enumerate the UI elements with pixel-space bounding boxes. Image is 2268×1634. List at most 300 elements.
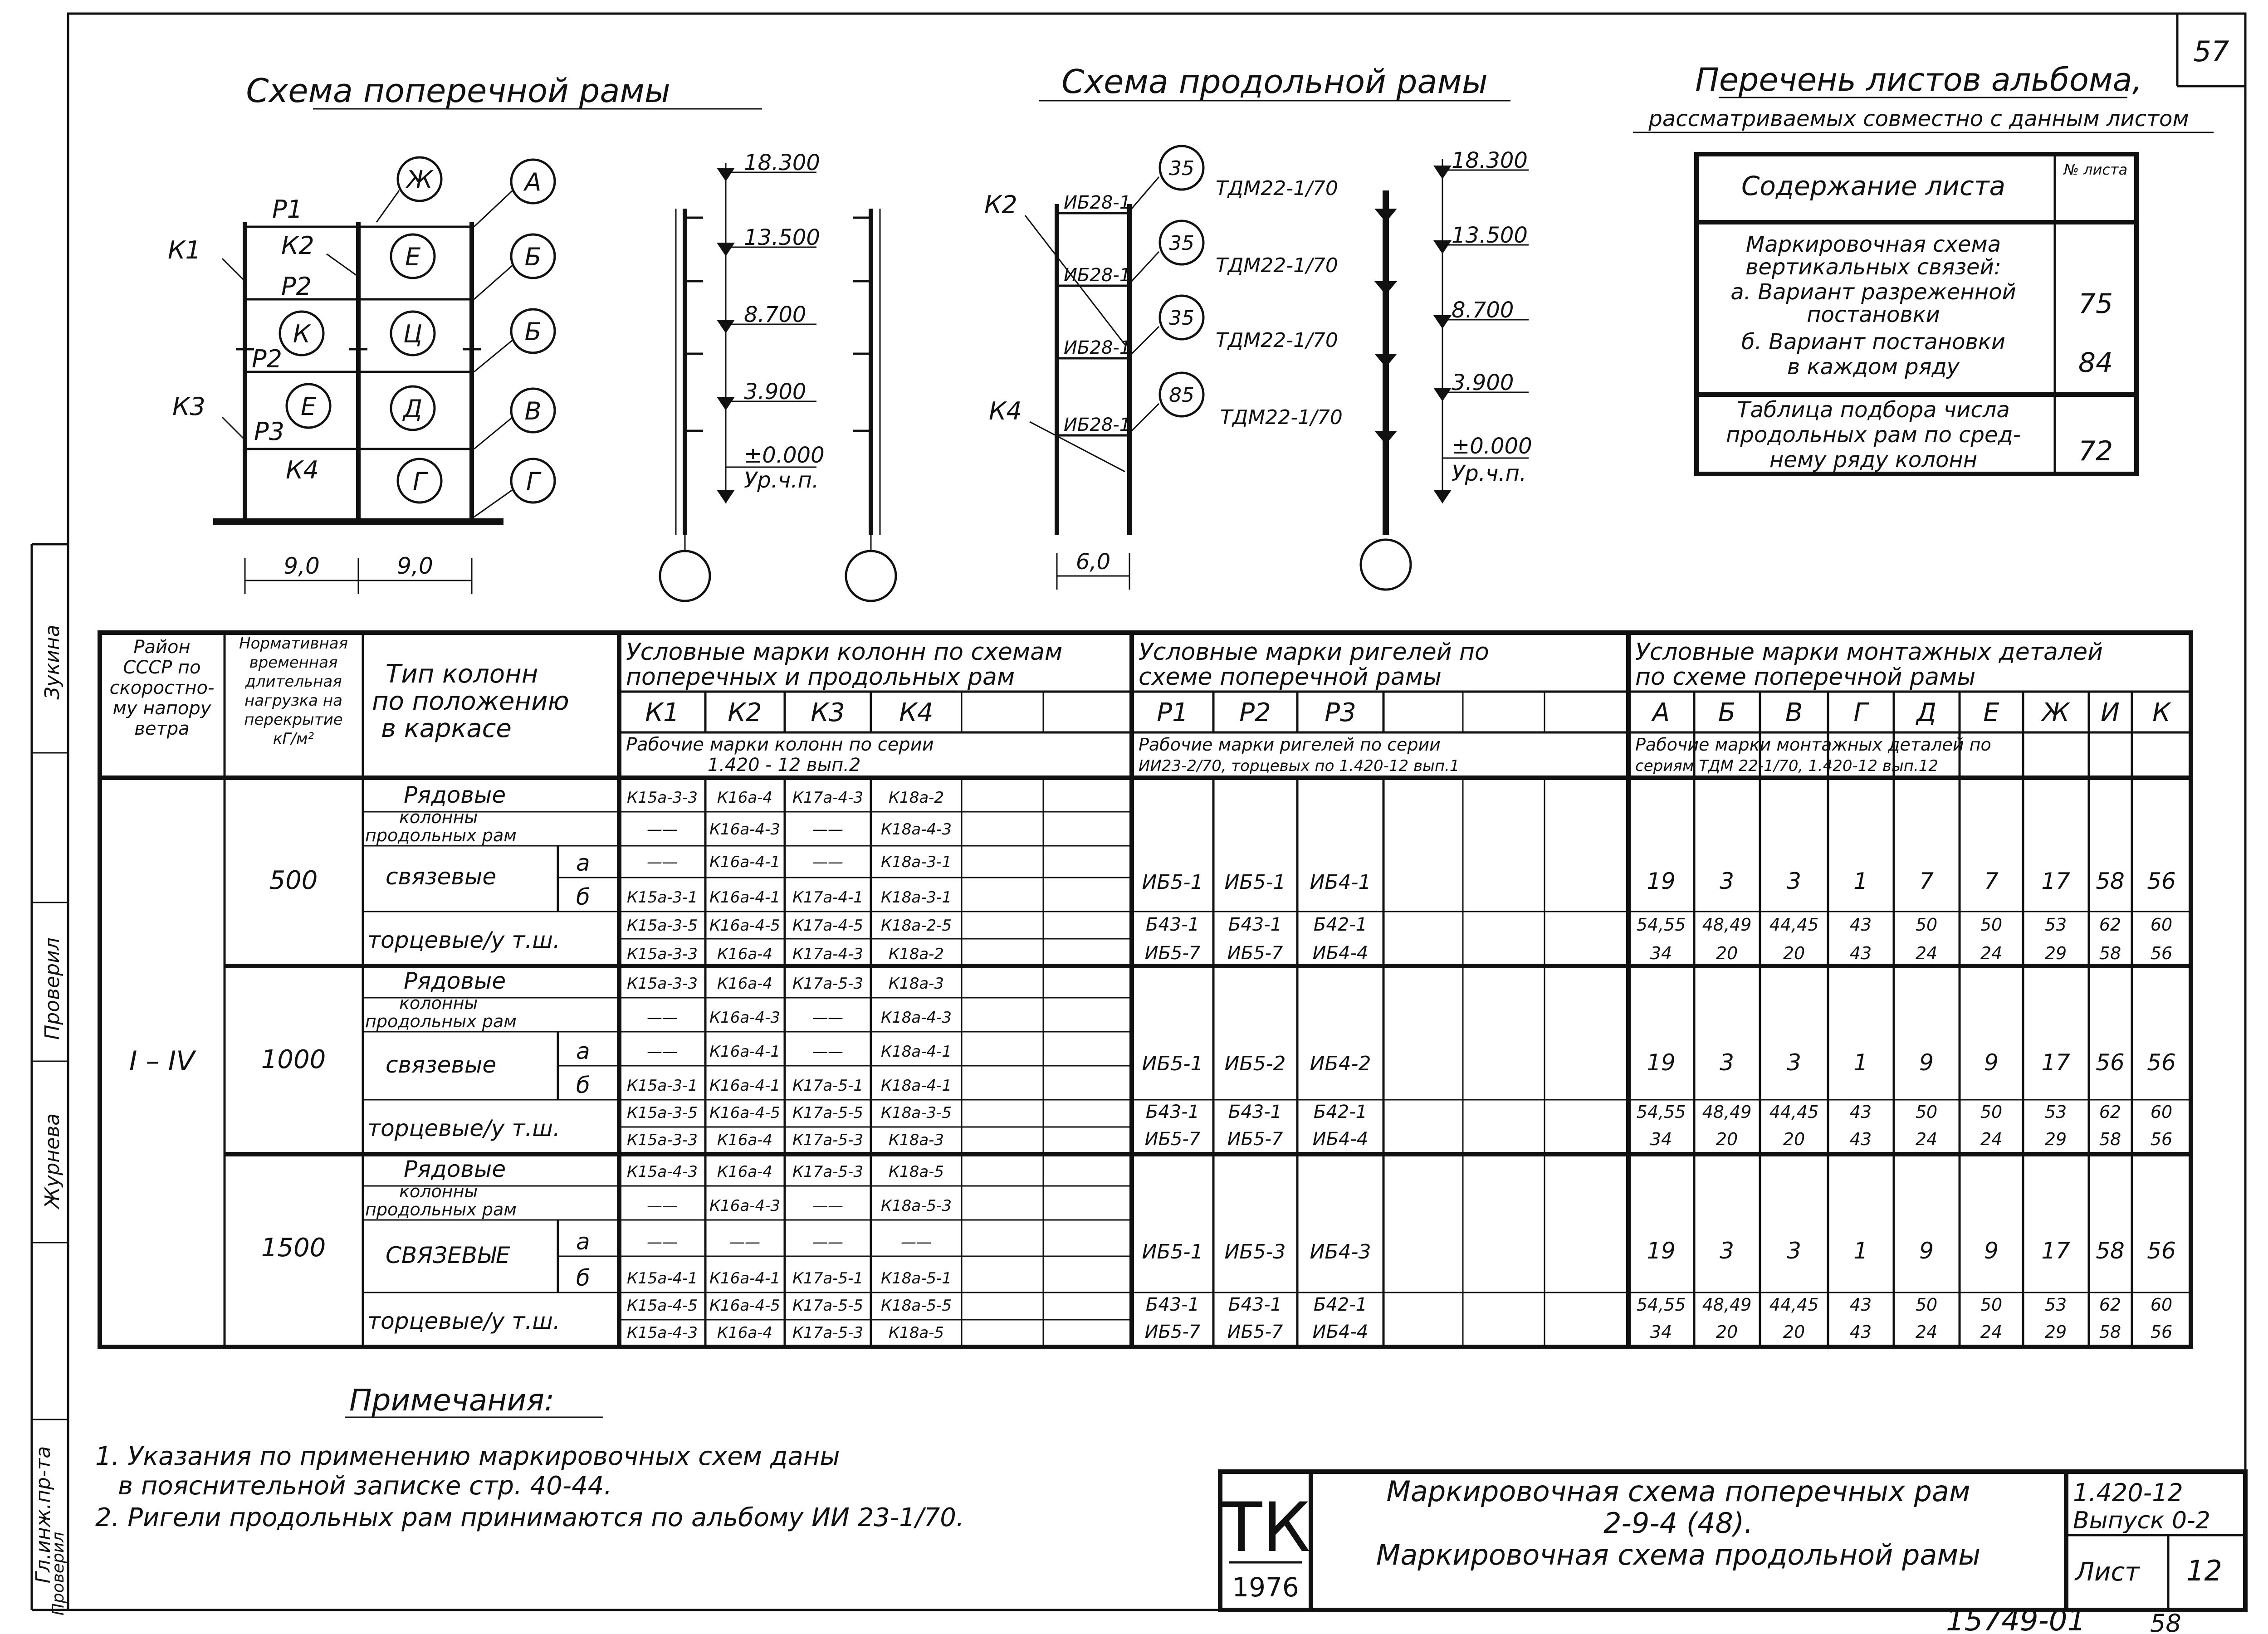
- girder-mark-cells: [1142, 871, 1371, 1342]
- girder-end-top: Б42-1: [1313, 914, 1368, 935]
- detail-end-top: 60: [2150, 1102, 2173, 1122]
- column-mark-cell: К18а-4-3: [880, 1009, 952, 1027]
- header-series: 1.420 - 12 вып.2: [708, 755, 861, 776]
- detail-mark-cell: 19: [1647, 1238, 1676, 1264]
- archive-number: 15749-01: [1946, 1604, 2086, 1634]
- column-mark-cell: К16а-4: [717, 945, 773, 963]
- title-line-3: Маркировочная схема продольной рамы: [1376, 1538, 1981, 1571]
- column-label-k4: К4: [286, 456, 319, 484]
- header-load: перекрытие: [244, 711, 343, 729]
- column-mark-cell: К18а-4-1: [880, 1043, 952, 1061]
- girder-end-top: Б43-1: [1145, 914, 1200, 935]
- column-mark-cell: К16а-4-1: [709, 1269, 781, 1288]
- column-mark-cell: К15а-4-3: [626, 1324, 698, 1342]
- sheet-list-text: б. Вариант постановки: [1741, 329, 2005, 355]
- sheet-list-text: Таблица подбора числа: [1737, 397, 2010, 423]
- detail-circle-b: Б: [524, 317, 542, 346]
- type-longitudinal: колонны: [399, 993, 478, 1013]
- column-mark-cell: К15а-3-3: [626, 1131, 698, 1149]
- title-line-2: 2-9-4 (48).: [1603, 1507, 1753, 1540]
- header-series: сериям ТДМ 22-1/70, 1.420-12 вып.12: [1635, 757, 1939, 775]
- sheet-list-number: 75: [2078, 288, 2113, 320]
- detail-end-top: 50: [1915, 915, 1938, 935]
- type-end: торцевые/у т.ш.: [367, 1308, 560, 1334]
- column-mark-cell: К18а-5-3: [880, 1197, 952, 1215]
- tk-logo: ТК: [1220, 1488, 1311, 1567]
- column-mark-cell: К17а-5-3: [792, 1163, 864, 1181]
- detail-end-top: 44,45: [1769, 915, 1819, 935]
- column-mark-cell: К16а-4-1: [709, 888, 781, 907]
- detail-end-top: 62: [2099, 1102, 2121, 1122]
- sheet-list-text: нему ряду колонн: [1769, 447, 1978, 473]
- header-girders: Условные марки ригелей по: [1139, 639, 1489, 666]
- type-brace: связевые: [386, 863, 497, 890]
- column-mark-cell: К18а-2-5: [880, 917, 952, 935]
- brace-mark: ТДМ22-1/70: [1216, 329, 1338, 352]
- column-mark-cell: ——: [647, 1043, 678, 1061]
- type-brace-b: б: [576, 1072, 590, 1098]
- subheading-sheet-list: рассматриваемых совместно с данным листом: [1648, 106, 2189, 132]
- column-mark-cell: К16а-4-3: [709, 1009, 781, 1027]
- column-mark-cell: К16а-4: [717, 789, 773, 807]
- header-load: временная: [249, 654, 338, 672]
- column-mark-cell: К15а-4-3: [626, 1163, 698, 1181]
- column-mark-cell: ——: [729, 1233, 760, 1251]
- column-mark-cell: К17а-5-1: [792, 1269, 864, 1288]
- girder-mark-cell: ИБ5-1: [1142, 1052, 1203, 1075]
- girder-end-top: Б42-1: [1313, 1294, 1368, 1315]
- sheet-list-col-number: № листа: [2063, 161, 2128, 178]
- column-label-k2: К2: [984, 190, 1017, 219]
- header-series: Рабочие марки монтажных деталей по: [1635, 735, 1991, 755]
- header-series: Рабочие марки ригелей по серии: [1139, 735, 1441, 755]
- header-columns: Условные марки колонн по схемам: [626, 639, 1063, 666]
- type-brace-a: а: [576, 850, 590, 876]
- stamp-name-1: Зукина: [41, 624, 64, 700]
- column-mark-cell: К16а-4: [717, 1163, 773, 1181]
- sheet-list-text: Маркировочная схема: [1745, 232, 2001, 257]
- column-label-k1: К1: [168, 236, 201, 264]
- girder-mark-cell: ИБ5-1: [1142, 871, 1203, 894]
- detail-mark-cell: 3: [1787, 1049, 1801, 1076]
- sheet-label: Лист: [2075, 1557, 2140, 1587]
- girder-end-bottom: ИБ4-4: [1312, 1322, 1369, 1342]
- type-brace: СВЯЗЕВЫЕ: [386, 1242, 510, 1268]
- column-mark-cell: К16а-4-5: [709, 1297, 781, 1315]
- detail-end-bottom: 58: [2099, 943, 2121, 963]
- girder-mark: ИБ28-1: [1064, 415, 1131, 435]
- sheet-list-text: вертикальных связей:: [1745, 254, 2001, 280]
- detail-mark-cell: 19: [1647, 868, 1676, 894]
- detail-mark: Ж: [2042, 698, 2070, 727]
- type-end: торцевые/у т.ш.: [367, 1115, 560, 1141]
- girder-mark: ИБ28-1: [1064, 337, 1131, 358]
- header-details: Условные марки монтажных деталей: [1635, 639, 2103, 666]
- detail-mark: А: [1652, 698, 1670, 727]
- detail-end-bottom: 24: [1915, 1322, 1938, 1342]
- column-mark-cell: К18а-2: [888, 789, 944, 807]
- sheet-list-number: 84: [2078, 347, 2113, 379]
- detail-end-bottom: 24: [1980, 943, 2003, 963]
- detail-mark-cell: 3: [1787, 868, 1801, 894]
- detail-end-top: 54,55: [1636, 1295, 1686, 1315]
- header-region: му напору: [112, 698, 211, 719]
- detail-mark-cell: 1: [1853, 1238, 1868, 1264]
- detail-end-bottom: 56: [2150, 1322, 2173, 1342]
- sheet-list-text: постановки: [1807, 302, 1940, 327]
- detail-circle-v: В: [524, 397, 542, 425]
- detail-mark-cell: 56: [2147, 1238, 2176, 1264]
- column-mark-cell: ——: [812, 1009, 843, 1027]
- detail-mark-cell: 9: [1919, 1238, 1934, 1264]
- column-mark-cell: К18а-3-1: [880, 888, 952, 907]
- girder-end-top: Б43-1: [1145, 1102, 1200, 1122]
- column-mark-cell: К16а-4-1: [709, 1043, 781, 1061]
- sheet-value: 12: [2186, 1554, 2222, 1587]
- page-number: 58: [2150, 1609, 2181, 1634]
- stamp-chief-engineer: Гл.инж.пр-та: [32, 1446, 55, 1584]
- column-mark-cell: ——: [647, 853, 678, 871]
- detail-mark-cell: 56: [2147, 868, 2176, 894]
- column-mark-cell: К16а-4-1: [709, 1077, 781, 1095]
- girder-mark-p1: Р1: [1157, 698, 1188, 727]
- column-mark-cell: К15а-3-1: [626, 1077, 698, 1095]
- elevation-mark: ±0.000: [1452, 434, 1532, 459]
- header-region: скоростно-: [109, 678, 215, 698]
- span-dimension: 9,0: [284, 553, 320, 579]
- header-girders: схеме поперечной рамы: [1139, 663, 1442, 691]
- column-mark-cell: К15а-3-1: [626, 888, 698, 907]
- title-block: [1220, 1472, 2245, 1610]
- column-mark-cell: К18а-5: [888, 1163, 944, 1181]
- detail-end-bottom: 58: [2099, 1129, 2121, 1149]
- detail-circle-g: Г: [412, 467, 427, 496]
- detail-mark: Г: [1853, 698, 1868, 727]
- header-load: Нормативная: [239, 634, 348, 653]
- column-mark-cell: К18а-4-1: [880, 1077, 952, 1095]
- detail-mark-cell: 19: [1647, 1049, 1676, 1076]
- column-mark-cell: ——: [812, 820, 843, 839]
- column-mark-cell: К18а-5-1: [880, 1269, 952, 1288]
- sheet-list-number: 72: [2078, 435, 2113, 467]
- notes: [95, 1383, 964, 1532]
- girder-label-p3: Р3: [254, 417, 284, 446]
- girder-end-bottom: ИБ5-7: [1144, 1322, 1201, 1342]
- header-load: длительная: [245, 673, 342, 691]
- type-longitudinal: продольных рам: [365, 1200, 517, 1219]
- header-load: кГ/м²: [273, 730, 314, 748]
- col-mark-k3: К3: [811, 698, 845, 727]
- brace-mark: ТДМ22-1/70: [1216, 177, 1338, 200]
- title-line-1: Маркировочная схема поперечных рам: [1386, 1475, 1970, 1508]
- girder-end-top: Б43-1: [1145, 1294, 1200, 1315]
- column-mark-cell: К16а-4-3: [709, 1197, 781, 1215]
- type-longitudinal: продольных рам: [365, 825, 517, 845]
- detail-end-top: 54,55: [1636, 1102, 1686, 1122]
- detail-mark: Б: [1718, 698, 1736, 727]
- type-brace-b: б: [576, 1265, 590, 1291]
- note-line: 1. Указания по применению маркировочных схем даны: [95, 1442, 840, 1471]
- detail-circle-zh: Ж: [406, 166, 433, 194]
- elevation-mark: 13.500: [1452, 223, 1528, 248]
- sheet-list-col-content: Содержание листа: [1741, 171, 2006, 201]
- column-mark-cell: ——: [647, 1009, 678, 1027]
- detail-mark-cell: 9: [1919, 1049, 1934, 1076]
- detail-circle-b: Б: [524, 243, 542, 271]
- detail-end-bottom: 20: [1783, 943, 1805, 963]
- detail-end-bottom: 34: [1650, 943, 1672, 963]
- type-brace-a: а: [576, 1038, 590, 1064]
- detail-circle-e: Е: [405, 243, 421, 271]
- girder-end-bottom: ИБ5-7: [1144, 943, 1201, 964]
- girder-end-top: Б43-1: [1228, 914, 1282, 935]
- girder-label-p2: Р2: [252, 345, 282, 373]
- detail-mark-cell: 7: [1984, 868, 1999, 894]
- column-mark-cell: К17а-5-3: [792, 975, 864, 993]
- column-mark-cell: К18а-2: [888, 945, 944, 963]
- elevation-mark: Ур.ч.п.: [1452, 461, 1527, 486]
- detail-mark-cell: 9: [1984, 1049, 1999, 1076]
- column-mark-cell: К16а-4: [717, 1131, 773, 1149]
- load-value: 1000: [261, 1045, 326, 1074]
- detail-circle: 35: [1169, 307, 1194, 330]
- girder-end-bottom: ИБ5-7: [1227, 943, 1283, 964]
- detail-end-top: 60: [2150, 915, 2173, 935]
- header-columns: поперечных и продольных рам: [626, 663, 1015, 691]
- detail-end-top: 43: [1849, 915, 1872, 935]
- note-line: в пояснительной записке стр. 40-44.: [118, 1471, 612, 1501]
- girder-mark-cell: ИБ5-3: [1224, 1240, 1286, 1263]
- column-mark-cell: К17а-4-3: [792, 945, 864, 963]
- detail-end-bottom: 24: [1980, 1322, 2003, 1342]
- girder-end-bottom: ИБ5-7: [1144, 1129, 1201, 1150]
- brace-mark: ТДМ22-1/70: [1216, 254, 1338, 277]
- column-mark-cell: К17а-5-5: [792, 1104, 864, 1122]
- detail-end-top: 50: [1915, 1295, 1938, 1315]
- girder-mark-cell: ИБ4-2: [1310, 1052, 1371, 1075]
- heading-transverse: Схема поперечной рамы: [246, 72, 670, 110]
- span-dimension: 9,0: [397, 553, 433, 579]
- detail-mark: В: [1785, 698, 1803, 727]
- detail-end-top: 43: [1849, 1295, 1872, 1315]
- detail-mark-cell: 9: [1984, 1238, 1999, 1264]
- col-mark-k2: К2: [728, 698, 762, 727]
- column-mark-cell: К16а-4: [717, 975, 773, 993]
- detail-mark-cell: 3: [1720, 1049, 1734, 1076]
- column-mark-cell: ——: [901, 1233, 932, 1251]
- heading-sheet-list: Перечень листов альбома,: [1695, 61, 2142, 98]
- header-load: нагрузка на: [244, 692, 342, 710]
- type-longitudinal: колонны: [399, 1181, 478, 1201]
- detail-end-bottom: 24: [1915, 943, 1938, 963]
- column-mark-cell: К15а-4-1: [626, 1269, 698, 1288]
- column-mark-cell: К18а-4-3: [880, 820, 952, 839]
- detail-end-top: 48,49: [1702, 1295, 1752, 1315]
- span-dimension: 6,0: [1075, 549, 1111, 575]
- detail-circle-k: К: [293, 320, 311, 348]
- type-brace-a: а: [576, 1229, 590, 1255]
- column-mark-cell: К15а-4-5: [626, 1297, 698, 1315]
- detail-end-bottom: 34: [1650, 1322, 1672, 1342]
- column-mark-cell: К18а-5: [888, 1324, 944, 1342]
- type-longitudinal: колонны: [399, 807, 478, 827]
- sheet-list-text: а. Вариант разреженной: [1730, 279, 2016, 305]
- detail-mark: И: [2101, 698, 2120, 727]
- detail-mark-cell: 3: [1720, 1238, 1734, 1264]
- stamp-checked-2: Проверил: [49, 1532, 68, 1616]
- heading-longitudinal: Схема продольной рамы: [1061, 63, 1488, 101]
- column-mark-cell: ——: [812, 853, 843, 871]
- column-mark-cell: ——: [647, 1197, 678, 1215]
- column-mark-cell: К18а-3: [888, 1131, 944, 1149]
- detail-mark-cell: 1: [1853, 1049, 1868, 1076]
- header-type: по положению: [372, 687, 569, 716]
- detail-end-top: 43: [1849, 1102, 1872, 1122]
- column-mark-cell: К15а-3-3: [626, 789, 698, 807]
- col-mark-k1: К1: [645, 698, 679, 727]
- girder-mark: ИБ28-1: [1064, 192, 1131, 213]
- elevation-mark: ±0.000: [744, 443, 825, 468]
- girder-end-top: Б42-1: [1313, 1102, 1368, 1122]
- girder-mark-cell: ИБ5-1: [1142, 1240, 1203, 1263]
- detail-end-bottom: 43: [1849, 1129, 1872, 1149]
- col-mark-k4: К4: [899, 698, 934, 727]
- column-label-k2: К2: [281, 231, 314, 260]
- detail-end-top: 62: [2099, 1295, 2121, 1315]
- column-mark-cell: К17а-5-3: [792, 1324, 864, 1342]
- detail-end-bottom: 34: [1650, 1129, 1672, 1149]
- column-mark-cell: К16а-4: [717, 1324, 773, 1342]
- detail-end-top: 53: [2044, 1102, 2067, 1122]
- detail-mark: Е: [1983, 698, 1999, 727]
- detail-end-bottom: 20: [1716, 943, 1738, 963]
- sheet-list-table: [1696, 154, 2136, 474]
- detail-circle: 85: [1169, 384, 1194, 407]
- detail-end-top: 50: [1980, 1295, 2003, 1315]
- detail-end-bottom: 20: [1783, 1322, 1805, 1342]
- girder-mark-p2: Р2: [1239, 698, 1271, 727]
- type-brace-b: б: [576, 884, 590, 910]
- detail-mark-cell: 56: [2096, 1049, 2125, 1076]
- header-type: Тип колонн: [386, 659, 538, 689]
- column-mark-cell: ——: [812, 1233, 843, 1251]
- detail-circle: 35: [1169, 232, 1194, 255]
- girder-mark-p3: Р3: [1325, 698, 1356, 727]
- header-series: Рабочие марки колонн по серии: [626, 734, 934, 755]
- column-mark-cell: К17а-4-3: [792, 789, 864, 807]
- detail-end-bottom: 43: [1849, 943, 1872, 963]
- column-label-k3: К3: [172, 392, 205, 421]
- side-stamp: [32, 624, 68, 1615]
- type-longitudinal: продольных рам: [365, 1011, 517, 1031]
- detail-circle-e: Е: [300, 392, 317, 421]
- girder-end-top: Б43-1: [1228, 1102, 1282, 1122]
- issue-number: Выпуск 0-2: [2073, 1507, 2210, 1534]
- stamp-name-2: Журнева: [41, 1113, 64, 1209]
- column-mark-cell: К15а-3-5: [626, 1104, 698, 1122]
- detail-end-top: 60: [2150, 1295, 2173, 1315]
- detail-end-bottom: 56: [2150, 1129, 2173, 1149]
- detail-end-bottom: 58: [2099, 1322, 2121, 1342]
- sheet-list-text: в каждом ряду: [1787, 354, 1960, 380]
- column-mark-cell: К17а-4-1: [792, 888, 864, 907]
- detail-mark-cell: 58: [2096, 868, 2125, 894]
- stamp-checked-1: Проверил: [41, 937, 64, 1040]
- column-mark-cell: ——: [812, 1197, 843, 1215]
- girder-end-bottom: ИБ5-7: [1227, 1322, 1283, 1342]
- detail-circle-d: Д: [403, 395, 423, 423]
- detail-mark-cell: 17: [2041, 1049, 2070, 1076]
- elevation-mark: 3.900: [1452, 370, 1514, 395]
- tk-year: 1976: [1232, 1572, 1299, 1603]
- detail-end-bottom: 20: [1716, 1129, 1738, 1149]
- header-region: Район: [133, 637, 191, 658]
- transverse-frame-scheme: [168, 157, 555, 594]
- detail-mark-cell: 17: [2041, 868, 2070, 894]
- detail-mark: Д: [1916, 698, 1936, 727]
- detail-end-top: 48,49: [1702, 1102, 1752, 1122]
- detail-mark: К: [2152, 698, 2170, 727]
- notes-title: Примечания:: [349, 1383, 555, 1418]
- detail-end-bottom: 20: [1716, 1322, 1738, 1342]
- column-mark-cell: К15а-3-5: [626, 917, 698, 935]
- region-value: I – IV: [129, 1045, 195, 1077]
- column-mark-cell: К18а-3-5: [880, 1104, 952, 1122]
- detail-mark-cell: 1: [1853, 868, 1868, 894]
- type-brace: связевые: [386, 1052, 497, 1078]
- load-value: 1500: [261, 1233, 326, 1263]
- header-region: СССР по: [123, 657, 201, 678]
- column-mark-cell: К17а-5-3: [792, 1131, 864, 1149]
- detail-end-top: 50: [1980, 915, 2003, 935]
- detail-mark-cells: [1637, 868, 2176, 1342]
- detail-end-bottom: 43: [1849, 1322, 1872, 1342]
- detail-mark-cell: 3: [1787, 1238, 1801, 1264]
- detail-end-top: 54,55: [1636, 915, 1686, 935]
- column-mark-cell: К15а-3-3: [626, 975, 698, 993]
- column-mark-cell: К16а-4-1: [709, 853, 781, 871]
- detail-mark-cell: 56: [2147, 1049, 2176, 1076]
- detail-mark-cell: 17: [2041, 1238, 2070, 1264]
- column-mark-cell: К17а-5-5: [792, 1297, 864, 1315]
- detail-end-top: 50: [1980, 1102, 2003, 1122]
- detail-end-top: 48,49: [1702, 915, 1752, 935]
- column-mark-cell: ——: [812, 1043, 843, 1061]
- column-mark-cell: К18а-3-1: [880, 853, 952, 871]
- column-mark-cell: К17а-4-5: [792, 917, 864, 935]
- detail-end-bottom: 20: [1783, 1129, 1805, 1149]
- elevation-mark: 8.700: [744, 302, 807, 327]
- detail-end-bottom: 56: [2150, 943, 2173, 963]
- detail-end-top: 44,45: [1769, 1295, 1819, 1315]
- header-details: по схеме поперечной рамы: [1635, 663, 1976, 691]
- longitudinal-frame-scheme: [984, 146, 1343, 590]
- detail-end-bottom: 29: [2044, 943, 2067, 963]
- girder-mark: ИБ28-1: [1064, 265, 1131, 286]
- column-mark-cell: ——: [647, 820, 678, 839]
- load-value: 500: [269, 866, 318, 895]
- column-elevation-left: [660, 150, 896, 601]
- main-table: [100, 633, 2191, 1347]
- girder-end-bottom: ИБ4-4: [1312, 1129, 1369, 1150]
- girder-end-top: Б43-1: [1228, 1294, 1282, 1315]
- girder-mark-cell: ИБ4-1: [1310, 871, 1371, 894]
- header-type: в каркасе: [381, 714, 512, 743]
- column-mark-cell: К18а-5-5: [880, 1297, 952, 1315]
- detail-mark-cell: 58: [2096, 1238, 2125, 1264]
- girder-label-p2: Р2: [281, 272, 312, 301]
- detail-end-bottom: 24: [1915, 1129, 1938, 1149]
